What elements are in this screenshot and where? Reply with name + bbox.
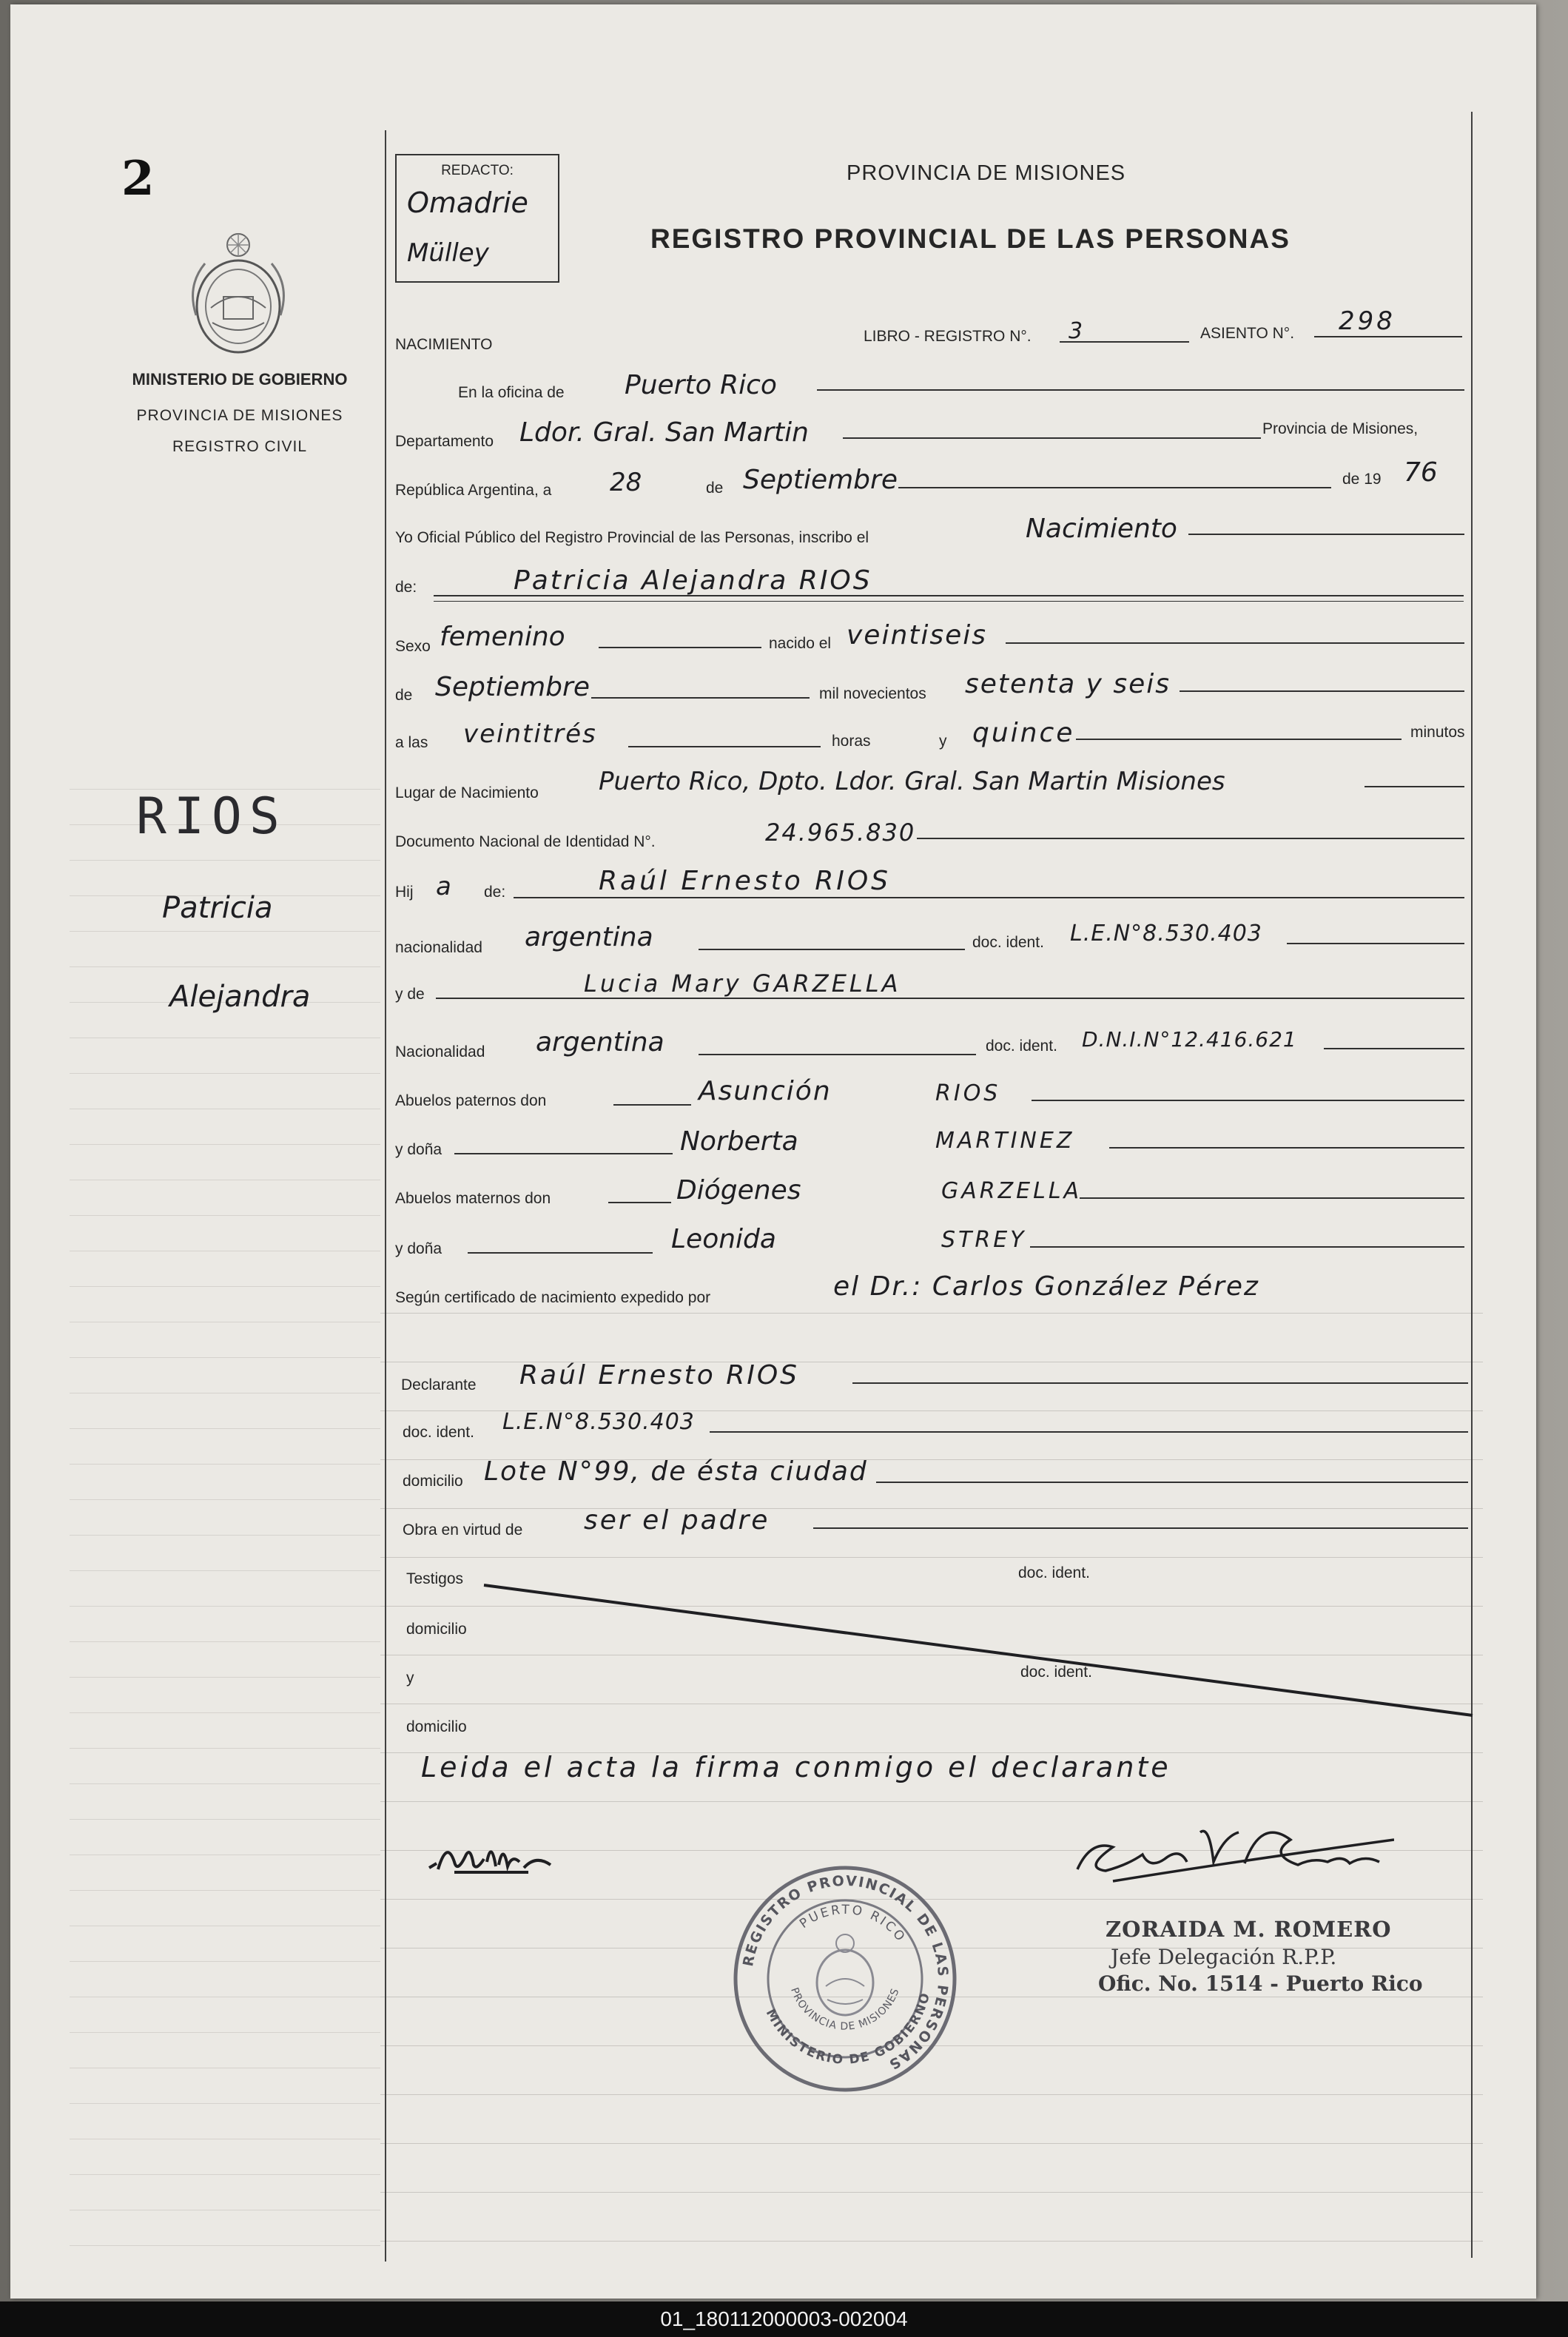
mil-label: mil novecientos (819, 685, 926, 702)
declarant-signature (425, 1832, 558, 1884)
departamento-value: Ldor. Gral. San Martin (519, 417, 809, 448)
testigo2-domicilio-label: domicilio (406, 1718, 467, 1735)
lugar-value: Puerto Rico, Dpto. Ldor. Gral. San Martin Misiones (599, 767, 1225, 796)
asiento-value: 298 (1339, 306, 1396, 336)
official-name: ZORAIDA M. ROMERO (1106, 1917, 1392, 1942)
documento-label: Documento Nacional de Identidad N°. (395, 833, 656, 850)
nacido-value: veintiseis (847, 620, 988, 650)
de-label: de (706, 480, 724, 497)
ministry-label: MINISTERIO DE GOBIERNO (132, 370, 348, 389)
madre-value: Lucia Mary GARZELLA (584, 969, 901, 998)
y-label: y (939, 733, 947, 750)
doc-ident-madre-label: doc. ident. (986, 1038, 1057, 1055)
margin-surname: RIOS (136, 787, 287, 846)
mes-value: Septiembre (743, 465, 898, 495)
seal-inner-bottom-text: PROVINCIA DE MISIONES (788, 1985, 902, 2033)
redacto-line-2: Mülley (407, 238, 489, 268)
nacionalidad-madre: argentina (536, 1027, 664, 1057)
nacionalidad-padre: argentina (525, 922, 653, 952)
nacionalidad-label: nacionalidad (395, 939, 482, 956)
doc-madre-value: D.N.I.N°12.416.621 (1082, 1027, 1297, 1052)
yo-oficial-label: Yo Oficial Público del Registro Provincial de las Personas, inscribo el (395, 529, 869, 546)
departamento-label: Departamento (395, 433, 494, 450)
libro-label: LIBRO - REGISTRO N°. (864, 328, 1032, 345)
certificado-label: Según certificado de nacimiento expedido por (395, 1289, 711, 1306)
de-persona-label: de: (395, 579, 417, 596)
nacimiento-label: NACIMIENTO (395, 336, 493, 353)
padre-value: Raúl Ernesto RIOS (599, 866, 892, 896)
abuelo-pat-apellido: RIOS (935, 1080, 1001, 1106)
abuelo-mat-nombre: Diógenes (676, 1175, 801, 1206)
oficina-label: En la oficina de (458, 384, 565, 401)
inscribo-value: Nacimiento (1026, 514, 1177, 544)
abuela-pat-apellido: MARTINEZ (935, 1128, 1075, 1154)
alas-label: a las (395, 734, 428, 751)
left-province-label: PROVINCIA DE MISIONES (136, 407, 343, 424)
page-number: 2 (121, 151, 155, 206)
domicilio-label: domicilio (403, 1473, 463, 1490)
oficina-value: Puerto Rico (625, 370, 777, 400)
mil-value: setenta y seis (965, 669, 1171, 699)
asiento-label: ASIENTO N°. (1200, 325, 1295, 342)
nac-mes-value: Septiembre (435, 672, 590, 702)
dia-value: 28 (610, 468, 642, 497)
declarante-value: Raúl Ernesto RIOS (519, 1360, 800, 1391)
declarante-label: Declarante (401, 1376, 477, 1393)
de-mes-label: de (395, 687, 413, 704)
abuelos-pat-label: Abuelos paternos don (395, 1092, 547, 1109)
lugar-label: Lugar de Nacimiento (395, 784, 539, 801)
seal-outer-text: REGISTRO PROVINCIAL DE LAS PERSONAS (740, 1872, 952, 2074)
hora-value: veintitrés (463, 719, 597, 749)
redacto-line-1: Omadrie (407, 186, 528, 219)
svg-text:PROVINCIA DE MISIONES (788, 1986, 902, 2033)
y-de-label: y de (395, 986, 425, 1003)
header-province: PROVINCIA DE MISIONES (847, 161, 1126, 185)
seal-inner-top-text: PUERTO RICO (797, 1902, 909, 1946)
margin-name-2: Alejandra (169, 980, 311, 1014)
minutos-label: minutos (1410, 724, 1465, 741)
libro-value: 3 (1069, 318, 1083, 344)
republica-label: República Argentina, a (395, 482, 552, 499)
abuela-pat-nombre: Norberta (680, 1126, 798, 1157)
testigos-label: Testigos (406, 1570, 464, 1587)
official-office: Ofic. No. 1514 - Puerto Rico (1098, 1971, 1423, 1996)
y-dona-pat-label: y doña (395, 1141, 443, 1158)
official-seal (727, 1860, 963, 2097)
domicilio-value: Lote N°99, de ésta ciudad (484, 1456, 868, 1487)
official-role: Jefe Delegación R.P.P. (1111, 1945, 1337, 1969)
minutos-value: quince (972, 718, 1075, 748)
obra-value: ser el padre (584, 1505, 770, 1536)
testigo2-y-label: y (406, 1669, 414, 1687)
abuelo-mat-apellido: GARZELLA (941, 1178, 1083, 1204)
obra-label: Obra en virtud de (403, 1521, 523, 1539)
testigo1-domicilio-label: domicilio (406, 1621, 467, 1638)
testigo1-doc-label: doc. ident. (1018, 1564, 1090, 1581)
seal-bottom-text: MINISTERIO DE GOBIERNO (762, 1990, 934, 2068)
anio-value: 76 (1404, 457, 1438, 488)
sexo-value: femenino (440, 622, 565, 652)
documento-value: 24.965.830 (765, 818, 916, 847)
cierre-statement: Leida el acta la firma conmigo el declarante (421, 1751, 1171, 1783)
abuelo-pat-nombre: Asunción (699, 1076, 832, 1106)
abuela-mat-nombre: Leonida (671, 1224, 776, 1254)
y-dona-mat-label: y doña (395, 1240, 443, 1257)
testigo2-doc-label: doc. ident. (1020, 1664, 1092, 1681)
hij-suffix: a (436, 872, 451, 901)
image-id-strip: 01_180112000003-002004 (0, 2301, 1568, 2337)
abuela-mat-apellido: STREY (941, 1227, 1027, 1253)
nacido-label: nacido el (769, 635, 832, 652)
provincia-suffix: Provincia de Misiones, (1262, 420, 1419, 437)
horas-label: horas (832, 733, 871, 750)
margin-name-1: Patricia (162, 891, 273, 925)
left-registry-label: REGISTRO CIVIL (172, 438, 308, 455)
abuelos-mat-label: Abuelos maternos don (395, 1190, 551, 1207)
doc-padre-value: L.E.N°8.530.403 (1070, 921, 1262, 946)
nacionalidad2-label: Nacionalidad (395, 1043, 485, 1060)
persona-value: Patricia Alejandra RIOS (514, 565, 872, 596)
header-title: REGISTRO PROVINCIAL DE LAS PERSONAS (650, 223, 1291, 254)
de-anio-label: de 19 (1342, 471, 1382, 488)
hij-label: Hij (395, 884, 414, 901)
official-signature (1069, 1810, 1394, 1892)
document-page (10, 4, 1536, 2299)
doc-ident-padre-label: doc. ident. (972, 934, 1044, 951)
doc-declarante-value: L.E.N°8.530.403 (502, 1409, 695, 1435)
certificado-value: el Dr.: Carlos González Pérez (833, 1271, 1259, 1302)
hij-de-label: de: (484, 884, 506, 901)
doc-declarante-label: doc. ident. (403, 1424, 474, 1441)
sexo-label: Sexo (395, 638, 431, 655)
redacto-label: REDACTO: (441, 163, 514, 178)
